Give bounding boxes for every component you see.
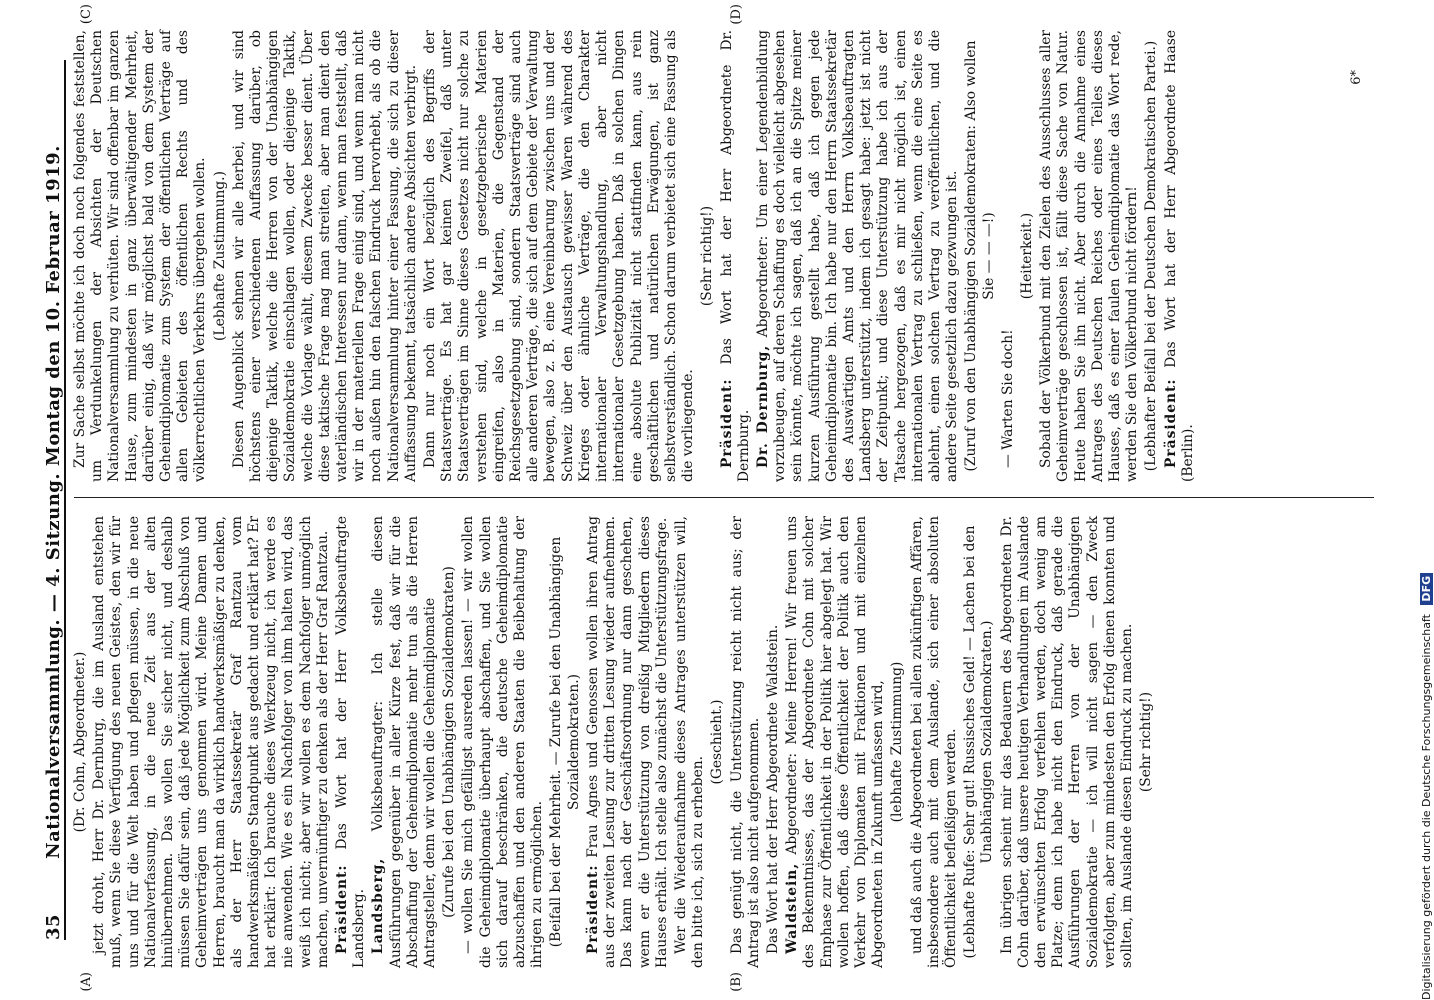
paragraph-text: Volksbeauftragter: Ich stelle diesen Ausführungen gegenüber in aller Kürze fest, daß wir für die Abschaffung der Geheimdiplomatie mehr tun als die Herren Antragsteller, denn wir wollen die Geheimdiplomatie [370,516,439,968]
paragraph-text: Das Wort hat der Herr Abgeordnete Waldstein. [764,624,781,954]
margin-mark-a: (A) [79,972,94,992]
speaker-name: Landsberg, [370,857,387,954]
paragraph-text: Das Wort hat der Herr Volksbeauftragte Landsberg. [334,516,368,968]
speaker-name: Präsident: [584,864,601,954]
text-paragraph [1163,30,1197,482]
interjection-paragraph [72,516,89,968]
text-paragraph [231,30,420,482]
paragraph-text: (Lebhafte Rufe: Sehr gut! Russisches Geld! — Lachen bei den Unabhängigen Sozialdemokraten.) [962,525,996,959]
interjection-paragraph [1019,30,1036,482]
speaker-name: Präsident: [718,378,735,468]
paragraph-text: Abgeordneter: Um einer Legendenbildung vorzubeugen, auf deren Schaffung es doch vielleicht abgesehen sein könnte, möchte ich sagen, daß ich an die Spitze meiner kurzen Ausführung gestellt habe, daß ich gegen jede Geheimdiplomatie bin. Ich habe nur den Herrn Staatssekretär des Auswärtigen Amts und den Herrn Volksbeauftragten Landsberg unterstützt, indem ich gesagt habe: jetzt ist nicht der Zeitpunkt; und diese Unterstützung habe ich aus der Tatsache hergezogen, daß es mir nicht möglich ist, einen internationalen Vertrag zu schließen, wenn die eine Seite es ablehnt, einen solchen Vertrag zu veröffentlichen, und die andere Seite gesetzlich dazu gezwungen ist. [754,30,961,482]
page-signature: 6* [1349,70,1364,85]
margin-mark-d: (D) [729,4,744,25]
interjection-paragraph [963,30,997,482]
interjection-paragraph [548,516,582,968]
speaker-name: Waldstein, [784,862,801,954]
page-number: 35 [43,913,64,940]
paragraph-text: (Zurufe bei den Unabhängigen Sozialdemokraten) [441,566,458,918]
column-divider [74,497,1374,498]
paragraph-text: — Warten Sie doch! [999,329,1016,468]
paragraph-text: (Zuruf von den Unabhängigen Sozialdemokraten: Also wollen Sie — — —!) [963,40,997,472]
interjection-paragraph [1138,516,1155,968]
interjection-paragraph [709,516,726,968]
speaker-name: Präsident: [1162,378,1179,468]
page-title: Nationalversammlung. — 4. Sitzung. Montag den 10. Februar 1919. [43,145,64,859]
margin-mark-b: (B) [729,972,744,992]
paragraph-text: Das Wort hat der Herr Abgeordnete Dr. Dernburg. [718,30,752,482]
interjection-paragraph [889,516,906,968]
text-paragraph [460,516,546,968]
paragraph-text: Sobald der Völkerbund mit den Zielen des Ausschlusses aller Geheimverträge geschlossen ist, fällt diese Sache von Natur. Heute haben Sie ihn nicht. Aber durch die Annahme eines Antrages des Deutschen Reiches oder eines Teiles dieses Hauses, daß es einer faulen Geheimdiplomatie das Wort rede, werden Sie den Völkerbund nicht fördern! [1038,30,1141,482]
paragraph-text: (Beifall bei der Mehrheit. — Zurufe bei den Unabhängigen Sozialdemokraten.) [548,536,582,948]
right-text-column [72,30,1368,482]
text-paragraph [422,30,697,482]
text-paragraph [585,516,671,968]
text-paragraph [91,516,332,968]
paragraph-text: — wollen Sie mich gefälligst ausreden lassen! — wir wollen die Geheimdiplomatie überhaupt abschaffen, und Sie wollen sich darauf beschränken, die deutsche Geheimdiplomatie abzuschaffen und den anderen Staaten die Beibehaltung der ihrigen zu ermöglichen. [460,516,546,968]
text-paragraph [729,516,763,968]
text-paragraph [370,516,439,968]
dfg-logo: DFG [1420,573,1433,605]
paragraph-text: (Heiterkeit.) [1018,212,1035,300]
margin-mark-c: (C) [79,4,94,25]
left-text-column [72,516,1368,968]
text-paragraph [719,30,753,482]
text-paragraph [784,516,887,968]
interjection-paragraph [962,516,996,968]
paragraph-text: Abgeordneter: Meine Herren! Wir freuen uns des Bekenntnisses, das der Abgeordnete Cohn mit solcher Emphase zur Öffentlichkeit in der Politik hier abgelegt hat. Wir wollen hoffen, daß diese Öffentlichkeit der Politik auch den Verkehr von Diplomaten mit Fraktionen und mit einzelnen Abgeordneten in Zukunft umfassen wird, [784,516,887,968]
text-paragraph [334,516,368,968]
paragraph-text: (lebhafte Zustimmung) [889,661,906,823]
paragraph-text: Wer die Wiederaufnahme dieses Antrages unterstützen will, den bitte ich, sich zu erheben. [672,516,707,968]
text-paragraph [909,516,961,968]
page-header [34,60,66,940]
interjection-paragraph [212,30,229,482]
paragraph-text: jetzt droht, Herr Dr. Dernburg, die im Ausland entstehen muß, wenn Sie diese Verfügung des neuen Geistes, den wir für uns und für die Welt haben und pflegen müssen, in die neue Nationalverfassung, in die neue Zeit aus der alten hinübernehmen. Das wollen Sie sicher nicht, und deshalb müssen Sie dafür sein, daß jede Möglichkeit zum Abschluß von Geheimverträgen uns genommen wird. Meine Damen und Herren, braucht man da wirklich handwerksmäßiger zu denken, als der Herr Staatssekretär Graf Rantzau vom handwerksmäßigen Standpunkt aus gedacht und erklärt hat? Er hat erklärt: Ich brauche dieses Werkzeug nicht, ich werde es nie anwenden. Wie es ein Nachfolger von ihm halten wird, das weiß ich nicht; aber wir wollen es dem Nachfolger unmöglich machen, unvernünftiger zu denken als der Herr Graf Rantzau. [91,516,331,968]
text-paragraph [765,516,782,968]
paragraph-text: Das Wort hat der Herr Abgeordnete Haase (Berlin). [1162,30,1196,482]
text-paragraph [673,516,707,968]
paragraph-text: Im übrigen scheint mir das Bedauern des Abgeordneten Dr. Cohn darüber, daß unsere heutigen Verhandlungen im Auslande den erwünschten Erfolg verfehlen werden, doch wenig am Platze; denn ich habe nicht den Eindruck, daß gerade die Ausführungen der Herren von der Unabhängigen Sozialdemokratie — ich will nicht sagen — den Zweck verfolgten, aber zum mindesten den Erfolg dienen konnten und sollten, im Auslande diesen Eindruck zu machen. [998,516,1135,968]
interjection-paragraph [441,516,458,968]
speaker-name: Präsident: [334,864,351,954]
interjection-paragraph [699,30,716,482]
interjection-paragraph [1143,30,1160,482]
paragraph-text: Das genügt nicht, die Unterstützung reicht nicht aus; der Antrag ist also nicht aufgenommen. [728,516,762,968]
paragraph-text: (Geschieht.) [709,699,726,785]
text-paragraph [1000,30,1017,482]
paragraph-text: Frau Agnes und Genossen wollen ihren Antrag aus der zweiten Lesung zur dritten Lesung wieder aufnehmen. Das kann nach der Geschäftsordnung nur dann geschehen, wenn er die Unterstützung von dreißig Mitgliedern dieses Hauses erhält. Ich stelle also zunächst die Unterstützungsfrage. [584,516,670,968]
paragraph-text: (Sehr richtig!) [1138,691,1155,793]
paragraph-text: und daß auch die Abgeordneten bei allen zukünftigen Affären, insbesondere auch mit dem Auslande, sich einer absoluten Öffentlichkeit befleißigen werden. [908,516,959,968]
paragraph-text: Zur Sache selbst möchte ich doch noch folgendes feststellen, um Verdunkelungen der Absichten der Deutschen Nationalversammlung zu verhüten. Wir sind offenbar im ganzen Hause, zum mindesten in ganz überwältigender Mehrheit, darüber einig, daß wir möglichst bald von dem System der Geheimdiplomatie zum System der öffentlichen Verträge auf allen Gebieten des öffentlichen Rechts und des völkerrechtlichen Verkehrs übergehen wollen. [72,30,209,482]
paragraph-text: (Sehr richtig!) [699,205,716,307]
text-paragraph [1038,30,1141,482]
text-paragraph [755,30,961,482]
text-paragraph [72,30,210,482]
paragraph-text: Dann nur noch ein Wort bezüglich des Begriffs der Staatsverträge. Es hat gar keinen Zweifel, daß unter Staatsverträgen im Sinne dieses Gesetzes nicht nur solche zu verstehen sind, welche in gesetzgeberische Materien eingreifen, also in Materien, die Gegenstand der Reichsgesetzgebung sind, sondern Staatsverträge sind auch alle anderen Verträge, die sich auf dem Gebiete der Verwaltung bewegen, also z. B. eine Vereinbarung zwischen uns und der Schweiz über den Austausch gewisser Waren während des Krieges oder ähnliche Verträge, die den Charakter internationaler Verwaltungshandlung, aber nicht internationaler Gesetzgebung haben. Daß in solchen Dingen eine absolute Publizität nicht stattfinden kann, aus rein geschäftlichen und natürlichen Erwägungen, ist ganz selbstverständlich. Schon darum verbietet sich eine Fassung als die vorliegende. [422,30,697,482]
paragraph-text: (Lebhafter Beifall bei der Deutschen Demokratischen Partei.) [1143,40,1160,472]
footer-note: Digitalisierung gefördert durch die Deutsche Forschungsgemeinschaft [1420,614,1433,1000]
paragraph-text: (Lebhafte Zustimmung.) [211,171,228,341]
paragraph-text: Diesen Augenblick sehnen wir alle herbei, und wir sind höchstens einer verschiedenen Auffassung darüber, ob diejenige Taktik, welche die Herren von der Unabhängigen Sozialdemokratie einschlagen wollen, oder diejenige Taktik, welche die Vorlage wählt, diesem Zwecke besser dient. Über diese taktische Frage mag man streiten, aber man dient den vaterländischen Interessen nur dann, wenn man feststellt, daß wir in der materiellen Frage einig sind, und wenn man nicht noch außen hin den falschen Eindruck hervorhebt, als ob die Nationalversammlung hinter einer Fassung, die sich zu dieser Auffassung bekennt, tatsächlich andere Absichten verbirgt. [230,30,419,482]
text-paragraph [999,516,1137,968]
speaker-name: Dr. Dernburg, [754,344,771,468]
footer-note-wrap [1420,573,1433,1000]
paragraph-text: (Dr. Cohn, Abgeordneter.) [72,651,88,833]
